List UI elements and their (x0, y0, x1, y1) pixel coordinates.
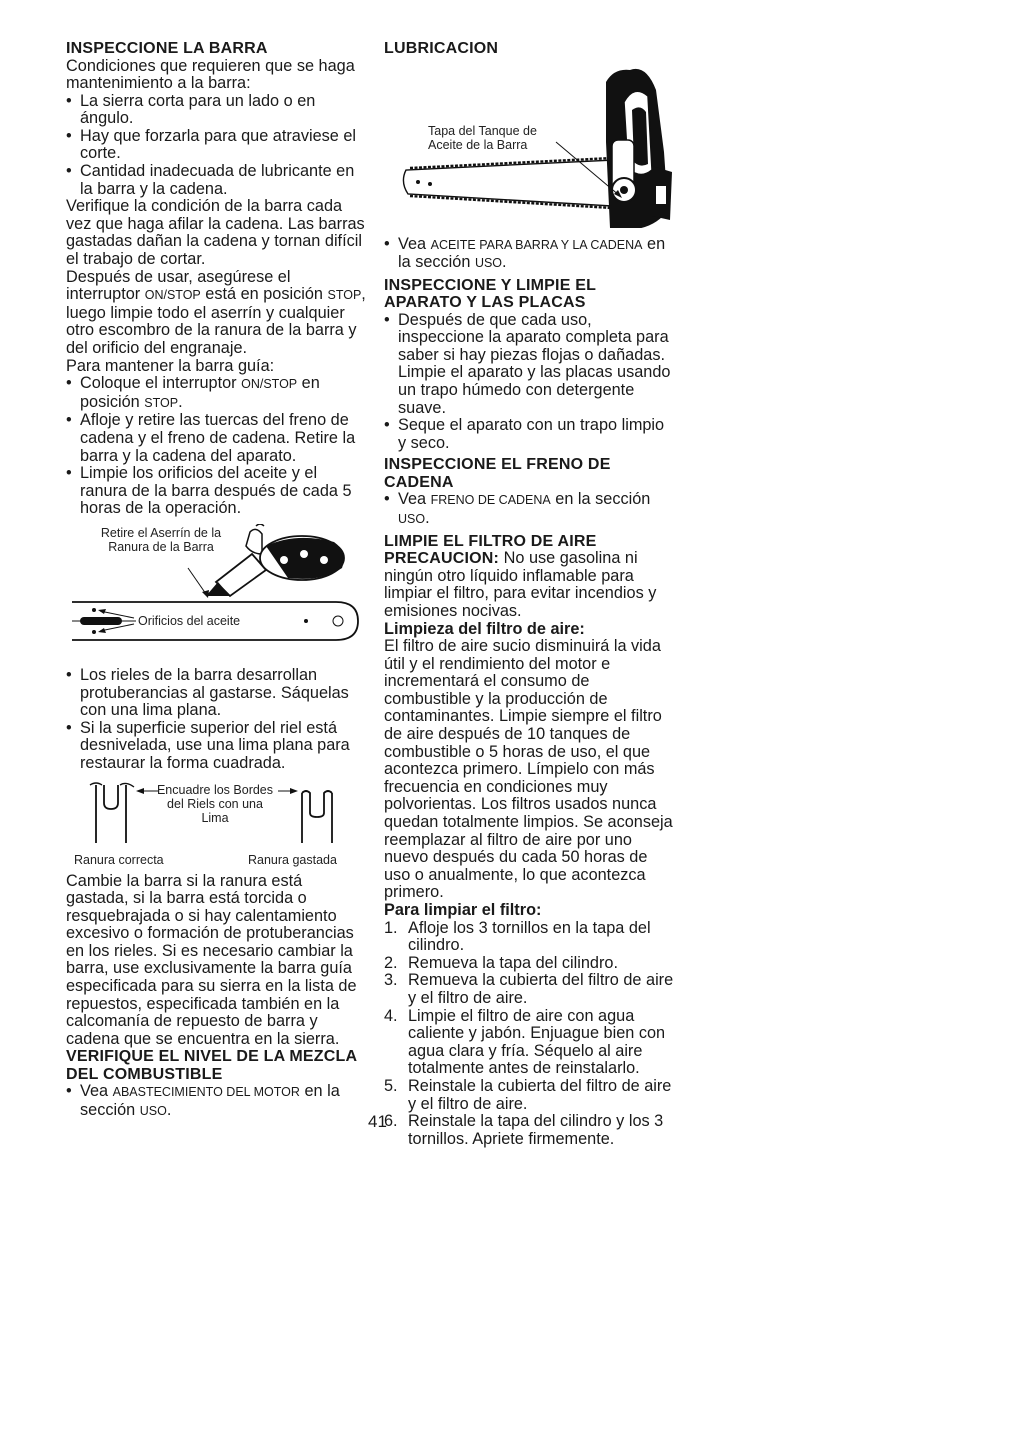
groove-label: Retire el Aserrín de la Ranura de la Barra (100, 525, 222, 554)
filter-step: 6. Reinstale la tapa del cilindro y los 3 tornillos. Apriete firmemente. (384, 1112, 664, 1148)
filter-cleaning-subheading: Limpieza del filtro de aire: (384, 619, 585, 638)
right-column (384, 40, 674, 1148)
filter-step: 1. Afloje los 3 tornillos en la tapa del cilindro. (384, 918, 651, 955)
bar-check-paragraph: Verifique la condición de la barra cada vez que haga afilar la cadena. Las barras gastadas dañan la cadena y tornan difícil el trabajo de cortar. (66, 197, 365, 269)
inspect-bar-intro: Condiciones que requieren que se haga mantenimiento a la barra: (66, 56, 355, 93)
caution-label: PRECAUCION: (384, 550, 500, 568)
maintain-step: • Coloque el interruptor ON/STOP en posición STOP. (66, 375, 366, 412)
filter-step: 2. Remueva la tapa del cilindro. (384, 953, 618, 972)
rails-figure (66, 781, 366, 873)
square-rails-label: Encuadre los Bordes del Riels con una Lima (156, 782, 274, 825)
correct-groove-label: Ranura correcta (74, 852, 164, 867)
worn-groove-label: Ranura gastada (248, 852, 337, 867)
fuel-level-heading: VERIFIQUE EL NIVEL DE LA MEZCLA DEL COMBUSTIBLE (66, 1048, 357, 1083)
condition-item: • La sierra corta para un lado o en ángulo. (66, 93, 366, 128)
bar-cleaning-figure (66, 524, 366, 659)
rails-item: • Si la superficie superior del riel está desnivelada, use una lima plana para restaurar la forma cuadrada. (66, 720, 366, 773)
condition-item: • Hay que forzarla para que atraviese el corte. (66, 128, 366, 163)
maintain-bar-intro: Para mantener la barra guía: (66, 356, 275, 375)
chain-brake-item: • Vea FRENO DE CADENA en la sección USO. (384, 491, 674, 528)
caution-paragraph: PRECAUCION: No use gasolina ni ningún otro líquido inflamable para limpiar el filtro, para evitar incendios y emisiones nocivas. (384, 549, 657, 620)
clean-unit-item: • Seque el aparato con un trapo limpio y seco. (384, 417, 674, 452)
rails-item: • Los rieles de la barra desarrollan protuberancias al gastarse. Sáquelas con una lima plana. (66, 667, 366, 720)
left-column (66, 40, 366, 1121)
filter-paragraph: El filtro de aire sucio disminuirá la vida útil y el rendimiento del motor e incrementará el consumo de combustible y la producción de contaminantes. Limpie siempre el filtro de aire después de 10 tanques de combustible o 5 horas de uso, el que acontezca primero. Límpielo con más frecuencia en condiciones muy polvorientas. Los filtros usados nunca quedan totalmente limpios. Se aconseja reemplazar al filtro de aire por uno nuevo después du cada 50 horas de uso o anualmente, lo que acontezca primero. (384, 637, 673, 902)
lubrication-heading: LUBRICACION (384, 40, 499, 57)
inspect-bar-heading: INSPECCIONE LA BARRA (66, 40, 268, 57)
after-use-paragraph: Después de usar, asegúrese el interruptor ON/STOP está en posición STOP, luego limpie todo el aserrín y cualquier otro escombro de la ranura de la barra y del orificio del engranaje. (66, 267, 366, 357)
filter-step: 5. Reinstale la cubierta del filtro de aire y el filtro de aire. (384, 1076, 672, 1113)
clean-unit-item: • Después de que cada uso, inspeccione la aparato completa para saber si hay piezas flojas o dañadas. Limpie el aparato y las placas usando un trapo húmedo con detergente suave. (384, 312, 674, 418)
air-filter-heading: LIMPIE EL FILTRO DE AIRE (384, 532, 597, 550)
maintain-step: • Afloje y retire las tuercas del freno de cadena y el freno de cadena. Retire la barra y la cadena del aparato. (66, 412, 366, 465)
chain-brake-heading: INSPECCIONE EL FRENO DE CADENA (384, 456, 611, 491)
condition-item: • Cantidad inadecuada de lubricante en la barra y la cadena. (66, 163, 366, 198)
filter-steps-subheading: Para limpiar el filtro: (384, 901, 542, 919)
replace-bar-paragraph: Cambie la barra si la ranura está gastada, si la barra está torcida o resquebrajada o si hay calentamiento excesivo o formación de protuberancias en los rieles. Si es necesario cambiar la barra, use exclusivamente la barra guía especificada para su sierra en la lista de repuestos, especificada también en la calcomanía de repuesto de barra y cadena que se encuentra en la sierra. (66, 871, 357, 1048)
filter-step: 4. Limpie el filtro de aire con agua caliente y jabón. Enjuague bien con agua clara y fría. Séquelo al aire totalmente antes de reinstalarlo. (384, 1006, 666, 1078)
maintain-step: • Limpie los orificios del aceite y el ranura de la barra después de cada 5 horas de la operación. (66, 465, 366, 518)
oil-holes-label: Orificios del aceite (138, 613, 241, 628)
page-number: 41 (368, 1112, 387, 1131)
oil-tank-cap-label: Tapa del Tanque de Aceite de la Barra (428, 123, 537, 152)
filter-step: 3. Remueva la cubierta del filtro de aire y el filtro de aire. (384, 971, 674, 1007)
chainsaw-figure (384, 60, 674, 228)
clean-unit-heading: INSPECCIONE Y LIMPIE EL APARATO Y LAS PLACAS (384, 276, 596, 312)
lubrication-item: • Vea ACEITE PARA BARRA Y LA CADENA en la sección USO. (384, 236, 674, 273)
fuel-level-item: • Vea ABASTECIMIENTO DEL MOTOR en la sección USO. (66, 1083, 366, 1120)
